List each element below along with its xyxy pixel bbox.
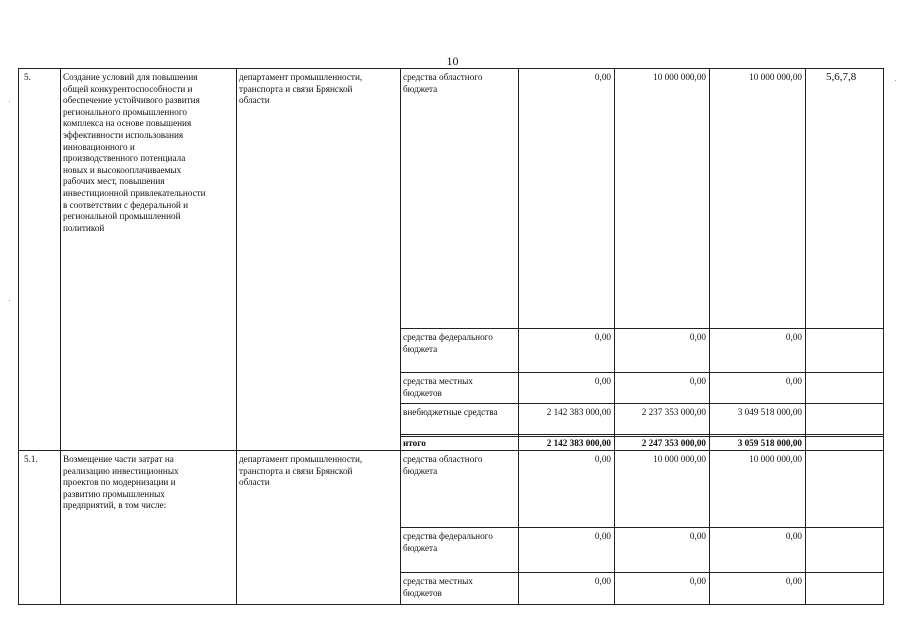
measure-name-line: в соответствии с федеральной и — [63, 199, 189, 210]
total-year-1: 2 142 383 000,00 — [546, 438, 611, 448]
funding-source-line: бюджета — [403, 343, 438, 354]
measure-name-line: новых и высокооплачиваемых — [63, 164, 182, 175]
measure-name-line: эффективности использования — [63, 129, 184, 140]
measure-name-line: Возмещение части затрат на — [63, 454, 174, 464]
funding-source-label — [403, 407, 498, 419]
amount-year-1: 2 142 383 000,00 — [546, 407, 611, 417]
executor-line: области — [239, 477, 270, 488]
row-divider — [400, 527, 884, 528]
executor — [239, 454, 362, 489]
measure-name-line: предприятий, в том числе: — [63, 500, 167, 511]
funding-source-line: средства областного — [403, 72, 483, 82]
measure-name-line: общей конкурентоспособности и — [63, 83, 193, 94]
measure-name — [63, 454, 179, 512]
amount-year-1: 0,00 — [594, 376, 611, 386]
measure-name — [63, 72, 206, 234]
amount-year-3: 0,00 — [785, 332, 802, 342]
measure-name-line: проектов по модернизации и — [63, 477, 176, 488]
amount-year-2: 10 000 000,00 — [653, 454, 706, 464]
amount-year-2: 0,00 — [689, 531, 706, 541]
col-divider — [236, 68, 237, 605]
col-divider — [400, 68, 401, 605]
executor-line: департамент промышленности, — [239, 454, 363, 464]
row-divider-double — [400, 434, 884, 437]
measure-name-line: инновационного и — [63, 141, 135, 152]
amount-year-1: 0,00 — [594, 332, 611, 342]
amount-year-3: 10 000 000,00 — [749, 454, 802, 464]
funding-source-line: средства федерального — [403, 332, 493, 342]
funding-source-line: внебюджетные средства — [403, 407, 498, 417]
funding-source-line: средства местных — [403, 576, 473, 586]
scan-speck — [895, 80, 896, 81]
measure-name-line: инвестиционной привлекательности — [63, 187, 206, 198]
amount-year-1: 0,00 — [594, 72, 611, 82]
measure-name-line: обеспечение устойчивого развития — [63, 95, 200, 106]
amount-year-1: 0,00 — [594, 576, 611, 586]
measure-name-line: комплекса на основе повышения — [63, 118, 192, 129]
executor-line: области — [239, 95, 270, 106]
col-divider — [518, 68, 519, 605]
funding-source-label — [403, 72, 482, 95]
funding-source-line: бюджета — [403, 83, 438, 94]
executor-line: транспорта и связи Брянской — [239, 465, 353, 476]
funding-source-line: бюджетов — [403, 387, 442, 398]
indicator-refs: 5,6,7,8 — [826, 71, 857, 83]
amount-year-3: 3 049 518 000,00 — [737, 407, 802, 417]
measure-name-line: региональной промышленной — [63, 211, 181, 222]
measure-name-line: реализацию инвестиционных — [63, 465, 179, 476]
col-divider — [805, 68, 806, 605]
funding-source-label — [403, 531, 493, 554]
amount-year-2: 2 237 353 000,00 — [641, 407, 706, 417]
amount-year-2: 10 000 000,00 — [653, 72, 706, 82]
measure-name-line: политикой — [63, 222, 105, 233]
measure-name-line: Создание условий для повышения — [63, 72, 198, 82]
row-divider — [400, 572, 884, 573]
col-divider — [614, 68, 615, 605]
amount-year-3: 0,00 — [785, 531, 802, 541]
row-divider — [400, 328, 884, 329]
row-divider — [18, 450, 884, 451]
col-divider — [60, 68, 61, 605]
row-number: 5. — [24, 72, 31, 82]
scan-speck — [9, 101, 10, 102]
total-year-3: 3 059 518 000,00 — [737, 438, 802, 448]
amount-year-3: 0,00 — [785, 376, 802, 386]
measure-name-line: рабочих мест, повышения — [63, 176, 165, 187]
funding-source-label — [403, 376, 473, 399]
funding-source-line: итого — [403, 438, 426, 448]
total-label — [403, 438, 426, 450]
executor — [239, 72, 362, 107]
amount-year-3: 0,00 — [785, 576, 802, 586]
funding-source-line: средства местных — [403, 376, 473, 386]
executor-line: департамент промышленности, — [239, 72, 363, 82]
amount-year-1: 0,00 — [594, 454, 611, 464]
amount-year-2: 0,00 — [689, 376, 706, 386]
row-divider — [400, 372, 884, 373]
funding-source-label — [403, 454, 482, 477]
measure-name-line: производственного потенциала — [63, 153, 186, 164]
page-number: 10 — [446, 54, 459, 68]
total-year-2: 2 247 353 000,00 — [641, 438, 706, 448]
amount-year-1: 0,00 — [594, 531, 611, 541]
funding-source-label — [403, 332, 493, 355]
row-number: 5.1. — [24, 454, 38, 464]
amount-year-2: 0,00 — [689, 332, 706, 342]
funding-source-line: бюджетов — [403, 587, 442, 598]
measure-name-line: регионального промышленного — [63, 106, 187, 117]
funding-source-line: бюджета — [403, 542, 438, 553]
measure-name-line: развитию промышленных — [63, 488, 165, 499]
funding-source-line: средства федерального — [403, 531, 493, 541]
funding-source-line: бюджета — [403, 465, 438, 476]
funding-source-label — [403, 576, 473, 599]
amount-year-3: 10 000 000,00 — [749, 72, 802, 82]
executor-line: транспорта и связи Брянской — [239, 83, 353, 94]
scan-speck — [9, 300, 10, 301]
col-divider — [709, 68, 710, 605]
row-divider — [400, 403, 884, 404]
amount-year-2: 0,00 — [689, 576, 706, 586]
funding-source-line: средства областного — [403, 454, 483, 464]
